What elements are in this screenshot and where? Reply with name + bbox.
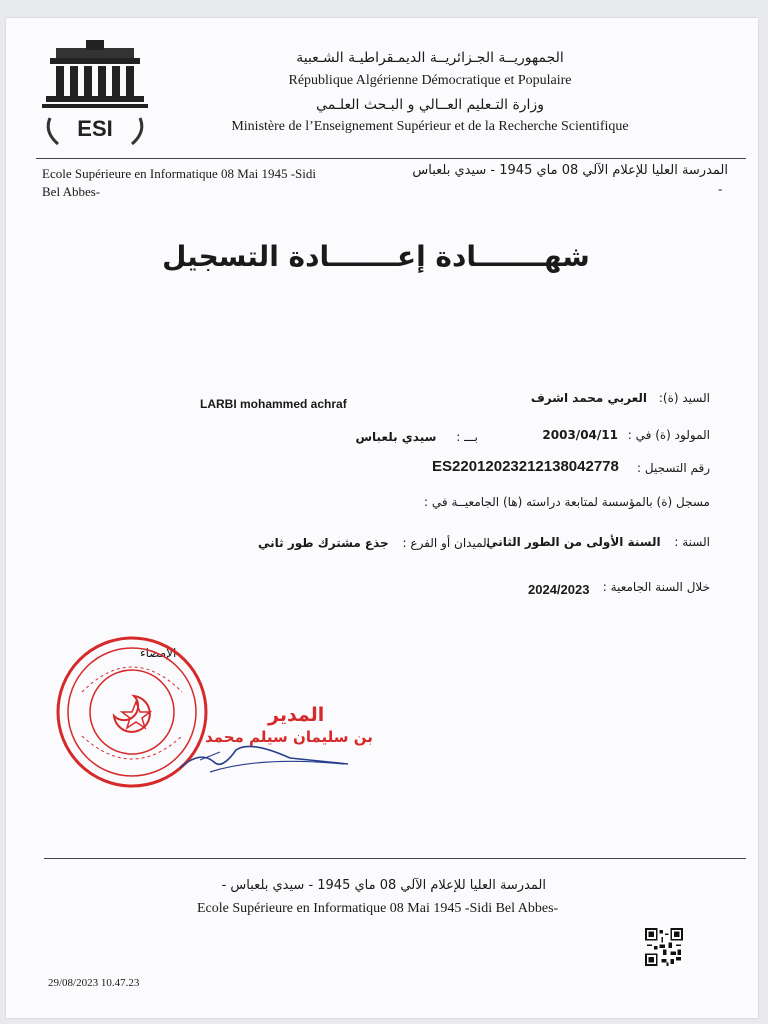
certificate-title: شهـــــــادة إعـــــــادة التسجيل	[162, 240, 590, 273]
school-arabic-line1: المدرسة العليا للإعلام الآلي 08 ماي 1945 - سيدي بلعباس	[412, 163, 728, 178]
handwritten-signature	[170, 690, 360, 780]
registration-label: رقم التسجيل :	[637, 461, 710, 475]
year-row	[486, 535, 710, 549]
signature-label: الإمضاء	[140, 646, 177, 660]
birth-date: 2003/04/11	[542, 428, 618, 442]
enrollment-text: مسجل (ة) بالمؤسسة لمتابعة دراسته (ها) الجامعيــة في :	[424, 495, 710, 509]
name-label: السيد (ة):	[658, 391, 710, 405]
academic-year-label: خلال السنة الجامعية :	[602, 580, 710, 594]
director-name: بن سليمان سيلم محمد	[205, 728, 373, 746]
ministry-french: Ministère de l’Enseignement Supérieur et de la Recherche Scientifique	[231, 119, 629, 134]
year-label: السنة :	[674, 535, 710, 549]
academic-year-value: 2024/2023	[528, 582, 590, 597]
school-arabic-line2: -	[718, 181, 723, 196]
year-value: السنة الأولى من الطور الثاني	[486, 535, 661, 549]
footer-school-french: Ecole Supérieure en Informatique 08 Mai 1945 -Sidi Bel Abbes-	[197, 901, 559, 916]
republic-arabic: الجمهوريــة الجـزائريــة الديمـقراطيـة الشـعبية	[296, 50, 564, 66]
registration-number: ES22012023212138042778	[432, 458, 619, 475]
birth-place-row	[355, 430, 478, 444]
student-name-latin: LARBI mohammed achraf	[200, 397, 347, 411]
field-value: جذع مشترك طور ثاني	[258, 536, 389, 550]
footer-school-arabic: المدرسة العليا للإعلام الآلي 08 ماي 1945 - سيدي بلعباس -	[221, 878, 546, 893]
field-row	[258, 536, 490, 550]
birth-place-label: بـــ :	[456, 430, 478, 444]
birth-date-label: المولود (ة) في :	[627, 428, 710, 442]
print-timestamp: 29/08/2023 10.47.23	[48, 977, 140, 989]
svg-text:ESI: ESI	[77, 116, 113, 141]
field-label: الميدان أو الفرع :	[402, 536, 490, 550]
ministry-arabic: وزارة التـعليم العــالي و البـحث العلـمي	[316, 97, 544, 113]
school-french-line2: Bel Abbes-	[42, 184, 101, 199]
republic-french: République Algérienne Démocratique et Populaire	[288, 73, 572, 88]
registration-row	[637, 461, 710, 475]
school-french-line1: Ecole Supérieure en Informatique 08 Mai 1945 -Sidi	[42, 166, 317, 181]
birth-place: سيدي بلعباس	[355, 430, 437, 444]
header-divider	[36, 158, 746, 159]
name-row	[531, 391, 710, 405]
student-name-arabic: العربي محمد اشرف	[530, 391, 648, 405]
birth-row	[542, 428, 710, 442]
qr-code-icon	[645, 928, 683, 966]
director-title: المدير	[268, 704, 325, 726]
esi-logo	[36, 40, 154, 150]
footer-divider	[44, 858, 746, 859]
